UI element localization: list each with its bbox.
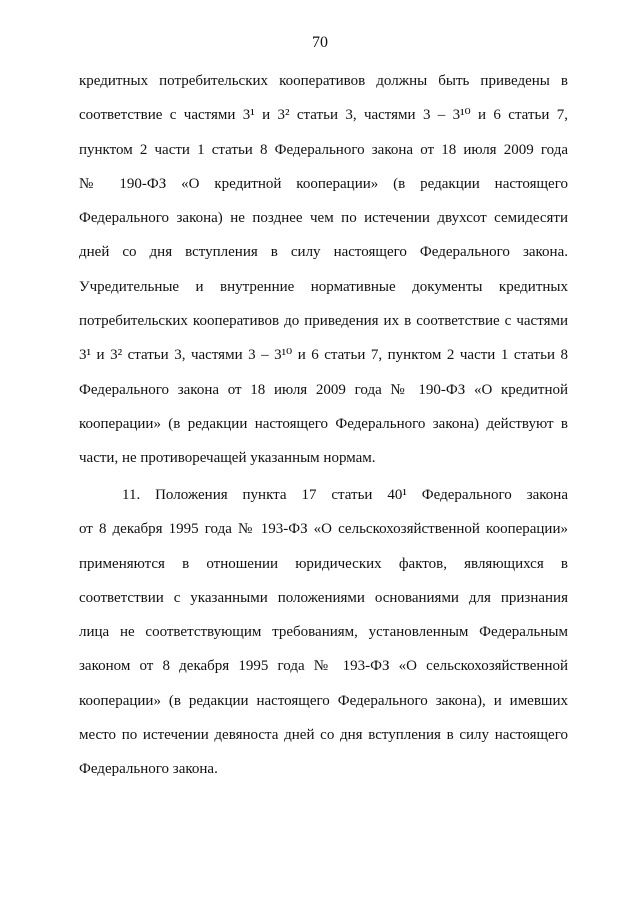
text-line: 3¹ и 3² статьи 3, частями 3 – 3¹⁰ и 6 статьи 7, пунктом 2 части 1 статьи 8 bbox=[79, 347, 568, 364]
text-line: потребительских кооперативов до приведения их в соответствие с частями bbox=[79, 313, 568, 330]
text-line: дней со дня вступления в силу настоящего Федерального закона. bbox=[79, 244, 568, 261]
text-line: соответствии с указанными положениями основаниями для признания bbox=[79, 589, 568, 606]
text-line: лица не соответствующим требованиям, установленным Федеральным bbox=[79, 624, 568, 641]
page-number: 70 bbox=[312, 34, 328, 51]
text-line: место по истечении девяноста дней со дня вступления в силу настоящего bbox=[79, 727, 568, 744]
paragraph-11 bbox=[79, 478, 568, 787]
text-line: № 190-ФЗ «О кредитной кооперации» (в редакции настоящего bbox=[79, 175, 568, 192]
text-line: Федерального закона) не позднее чем по истечении двухсот семидесяти bbox=[79, 210, 568, 227]
text-line: кооперации» (в редакции настоящего Федерального закона) действуют в bbox=[79, 415, 568, 432]
text-line: Федерального закона от 18 июля 2009 года № 190-ФЗ «О кредитной bbox=[79, 381, 568, 398]
text-line: соответствие с частями 3¹ и 3² статьи 3, частями 3 – 3¹⁰ и 6 статьи 7, bbox=[79, 107, 568, 124]
text-line: части, не противоречащей указанным нормам. bbox=[79, 450, 376, 467]
text-line: кооперации» (в редакции настоящего Федерального закона), и имевших bbox=[79, 692, 568, 709]
text-line: 11. Положения пункта 17 статьи 40¹ Федерального закона bbox=[122, 487, 568, 503]
text-line: законом от 8 декабря 1995 года № 193-ФЗ «О сельскохозяйственной bbox=[79, 658, 568, 675]
text-line: применяются в отношении юридических фактов, являющихся в bbox=[79, 555, 568, 572]
text-line: кредитных потребительских кооперативов должны быть приведены в bbox=[79, 73, 568, 89]
text-line: от 8 декабря 1995 года № 193-ФЗ «О сельскохозяйственной кооперации» bbox=[79, 521, 568, 538]
text-line: Федерального закона. bbox=[79, 761, 218, 778]
text-line: пунктом 2 части 1 статьи 8 Федерального закона от 18 июля 2009 года bbox=[79, 141, 568, 158]
paragraph-10-continuation bbox=[79, 64, 568, 476]
text-line: Учредительные и внутренние нормативные документы кредитных bbox=[79, 278, 568, 295]
